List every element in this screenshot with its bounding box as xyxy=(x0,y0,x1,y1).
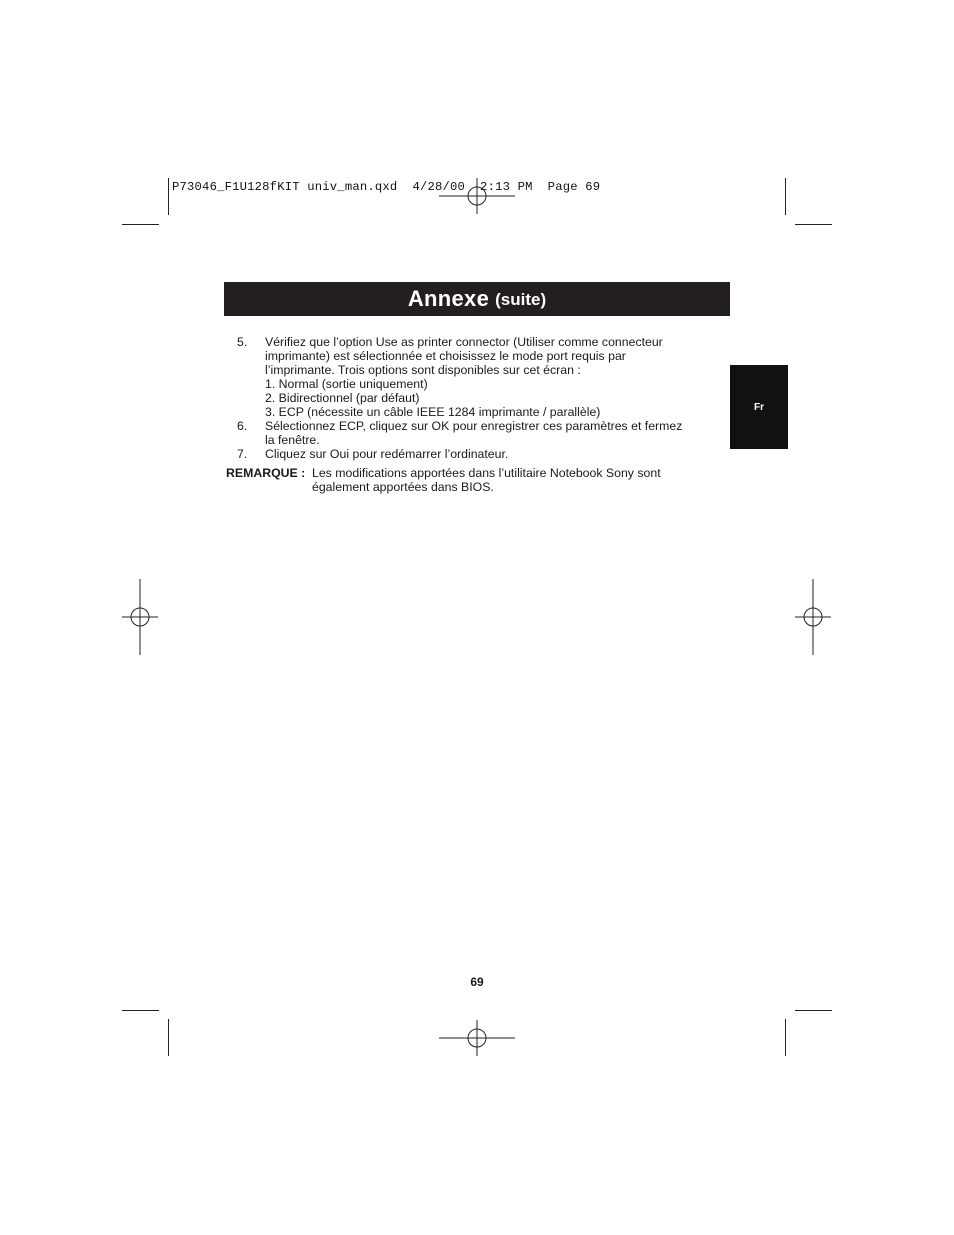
step-line: la fenêtre. xyxy=(265,433,320,447)
registration-mark-top-icon xyxy=(439,158,515,234)
note-block xyxy=(226,466,706,494)
crop-mark-top-left-horizontal xyxy=(122,224,159,225)
instructions-content xyxy=(226,335,706,494)
step-number: 6. xyxy=(237,419,248,433)
crop-mark-top-right-vertical xyxy=(785,178,786,215)
step-number: 5. xyxy=(237,335,248,349)
section-title: Annexe xyxy=(407,286,490,311)
step-6 xyxy=(226,419,706,447)
option-ecp: 3. ECP (nécessite un câble IEEE 1284 imprimante / parallèle) xyxy=(265,405,601,419)
note-line: Les modifications apportées dans l’utilitaire Notebook Sony sont xyxy=(312,466,661,480)
section-subtitle: (suite) xyxy=(495,290,547,309)
note-label: REMARQUE : xyxy=(226,466,306,480)
crop-mark-top-left-vertical xyxy=(168,178,169,215)
option-normal: 1. Normal (sortie uniquement) xyxy=(265,377,428,391)
step-7 xyxy=(226,447,706,461)
language-tab-label: Fr xyxy=(754,401,764,413)
page-number: 69 xyxy=(470,975,484,989)
crop-mark-bottom-left-vertical xyxy=(168,1019,169,1056)
step-line: Sélectionnez ECP, cliquez sur OK pour enregistrer ces paramètres et fermez xyxy=(265,419,683,433)
note-line: également apportées dans BIOS. xyxy=(312,480,494,494)
crop-mark-bottom-right-horizontal xyxy=(795,1010,832,1011)
crop-mark-top-right-horizontal xyxy=(795,224,832,225)
crop-mark-bottom-right-vertical xyxy=(785,1019,786,1056)
section-title-bar xyxy=(224,282,730,316)
step-5 xyxy=(226,335,706,419)
option-bidirectional: 2. Bidirectionnel (par défaut) xyxy=(265,391,420,405)
step-line: imprimante) est sélectionnée et choisissez le mode port requis par xyxy=(265,349,626,363)
step-number: 7. xyxy=(237,447,248,461)
crop-mark-bottom-left-horizontal xyxy=(122,1010,159,1011)
step-line: l’imprimante. Trois options sont disponibles sur cet écran : xyxy=(265,363,581,377)
language-tab xyxy=(730,365,788,449)
printer-slug: P73046_F1U128fKIT univ_man.qxd 4/28/00 2:13 PM Page 69 xyxy=(172,180,601,194)
registration-mark-left-icon xyxy=(102,579,178,655)
step-line: Cliquez sur Oui pour redémarrer l’ordinateur. xyxy=(265,447,509,461)
registration-mark-bottom-icon xyxy=(439,1000,515,1076)
registration-mark-right-icon xyxy=(775,579,851,655)
step-line: Vérifiez que l’option Use as printer connector (Utiliser comme connecteur xyxy=(265,335,663,349)
